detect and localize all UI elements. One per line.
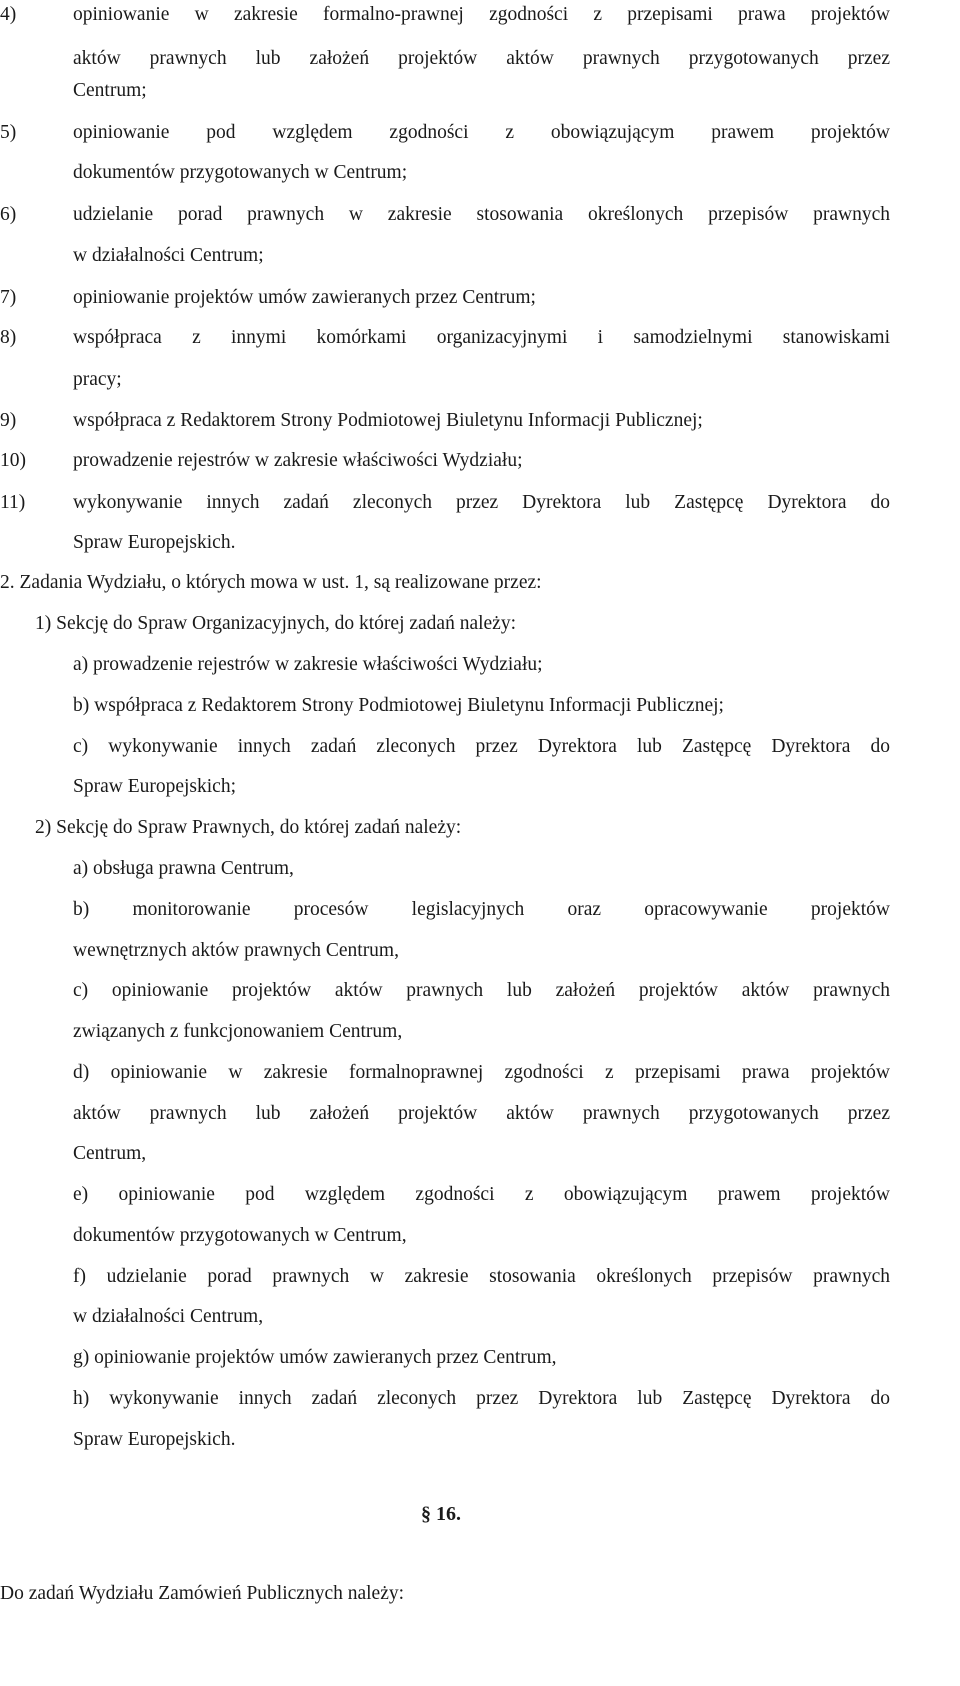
section-2-heading: 2) Sekcję do Spraw Prawnych, do której zadań należy: xyxy=(35,817,462,838)
point-4-line-1: opiniowanie w zakresie formalno-prawnej zgodności z przepisami prawa projektów xyxy=(73,4,890,25)
paragraph-2: 2. Zadania Wydziału, o których mowa w ust. 1, są realizowane przez: xyxy=(0,572,542,593)
point-8-num: 8) xyxy=(0,327,17,348)
section-2-item-h-line-2: Spraw Europejskich. xyxy=(73,1429,236,1450)
point-5-num: 5) xyxy=(0,122,17,143)
point-9-line-1: współpraca z Redaktorem Strony Podmiotowej Biuletynu Informacji Publicznej; xyxy=(73,410,703,431)
point-7-line-1: opiniowanie projektów umów zawieranych przez Centrum; xyxy=(73,287,536,308)
section-2-item-h-line-1: h) wykonywanie innych zadań zleconych przez Dyrektora lub Zastępcę Dyrektora do xyxy=(73,1388,890,1409)
section-2-item-c-line-2: związanych z funkcjonowaniem Centrum, xyxy=(73,1021,403,1042)
section-2-item-b-line-1: b) monitorowanie procesów legislacyjnych oraz opracowywanie projektów xyxy=(73,899,890,920)
point-10-line-1: prowadzenie rejestrów w zakresie właściwości Wydziału; xyxy=(73,450,523,471)
point-8-line-1: współpraca z innymi komórkami organizacyjnymi i samodzielnymi stanowiskami xyxy=(73,327,890,348)
point-10-num: 10) xyxy=(0,450,26,471)
section-1-item-b: b) współpraca z Redaktorem Strony Podmiotowej Biuletynu Informacji Publicznej; xyxy=(73,695,724,716)
section-1-heading: 1) Sekcję do Spraw Organizacyjnych, do której zadań należy: xyxy=(35,613,517,634)
section-2-item-e-line-1: e) opiniowanie pod względem zgodności z obowiązującym prawem projektów xyxy=(73,1184,890,1205)
point-5-line-1: opiniowanie pod względem zgodności z obowiązującym prawem projektów xyxy=(73,122,890,143)
point-6-line-2: w działalności Centrum; xyxy=(73,245,264,266)
point-11-line-2: Spraw Europejskich. xyxy=(73,532,236,553)
point-5-line-2: dokumentów przygotowanych w Centrum; xyxy=(73,162,408,183)
point-11-line-1: wykonywanie innych zadań zleconych przez Dyrektora lub Zastępcę Dyrektora do xyxy=(73,492,890,513)
point-4-num: 4) xyxy=(0,4,17,25)
point-4-line-3: Centrum; xyxy=(73,80,147,101)
section-2-item-e-line-2: dokumentów przygotowanych w Centrum, xyxy=(73,1225,407,1246)
section-1-item-c-line-2: Spraw Europejskich; xyxy=(73,776,237,797)
point-8-line-2: pracy; xyxy=(73,369,122,390)
section-2-item-d-line-2: aktów prawnych lub założeń projektów aktów prawnych przygotowanych przez xyxy=(73,1103,890,1124)
section-2-item-g: g) opiniowanie projektów umów zawieranych przez Centrum, xyxy=(73,1347,557,1368)
section-1-item-a: a) prowadzenie rejestrów w zakresie właściwości Wydziału; xyxy=(73,654,543,675)
point-7-num: 7) xyxy=(0,287,17,308)
section-2-item-d-line-1: d) opiniowanie w zakresie formalnoprawnej zgodności z przepisami prawa projektów xyxy=(73,1062,890,1083)
section-2-item-a: a) obsługa prawna Centrum, xyxy=(73,858,294,879)
point-6-num: 6) xyxy=(0,204,17,225)
point-11-num: 11) xyxy=(0,492,26,513)
section-marker: § 16. xyxy=(421,1503,461,1525)
section-2-item-c-line-1: c) opiniowanie projektów aktów prawnych lub założeń projektów aktów prawnych xyxy=(73,980,890,1001)
section-2-item-b-line-2: wewnętrznych aktów prawnych Centrum, xyxy=(73,940,399,961)
section-2-item-f-line-2: w działalności Centrum, xyxy=(73,1306,264,1327)
point-4-line-2: aktów prawnych lub założeń projektów aktów prawnych przygotowanych przez xyxy=(73,48,890,69)
final-line: Do zadań Wydziału Zamówień Publicznych należy: xyxy=(0,1583,405,1604)
section-2-item-f-line-1: f) udzielanie porad prawnych w zakresie stosowania określonych przepisów prawnych xyxy=(73,1266,890,1287)
point-6-line-1: udzielanie porad prawnych w zakresie stosowania określonych przepisów prawnych xyxy=(73,204,890,225)
section-1-item-c-line-1: c) wykonywanie innych zadań zleconych przez Dyrektora lub Zastępcę Dyrektora do xyxy=(73,736,890,757)
section-2-item-d-line-3: Centrum, xyxy=(73,1143,147,1164)
point-9-num: 9) xyxy=(0,410,17,431)
